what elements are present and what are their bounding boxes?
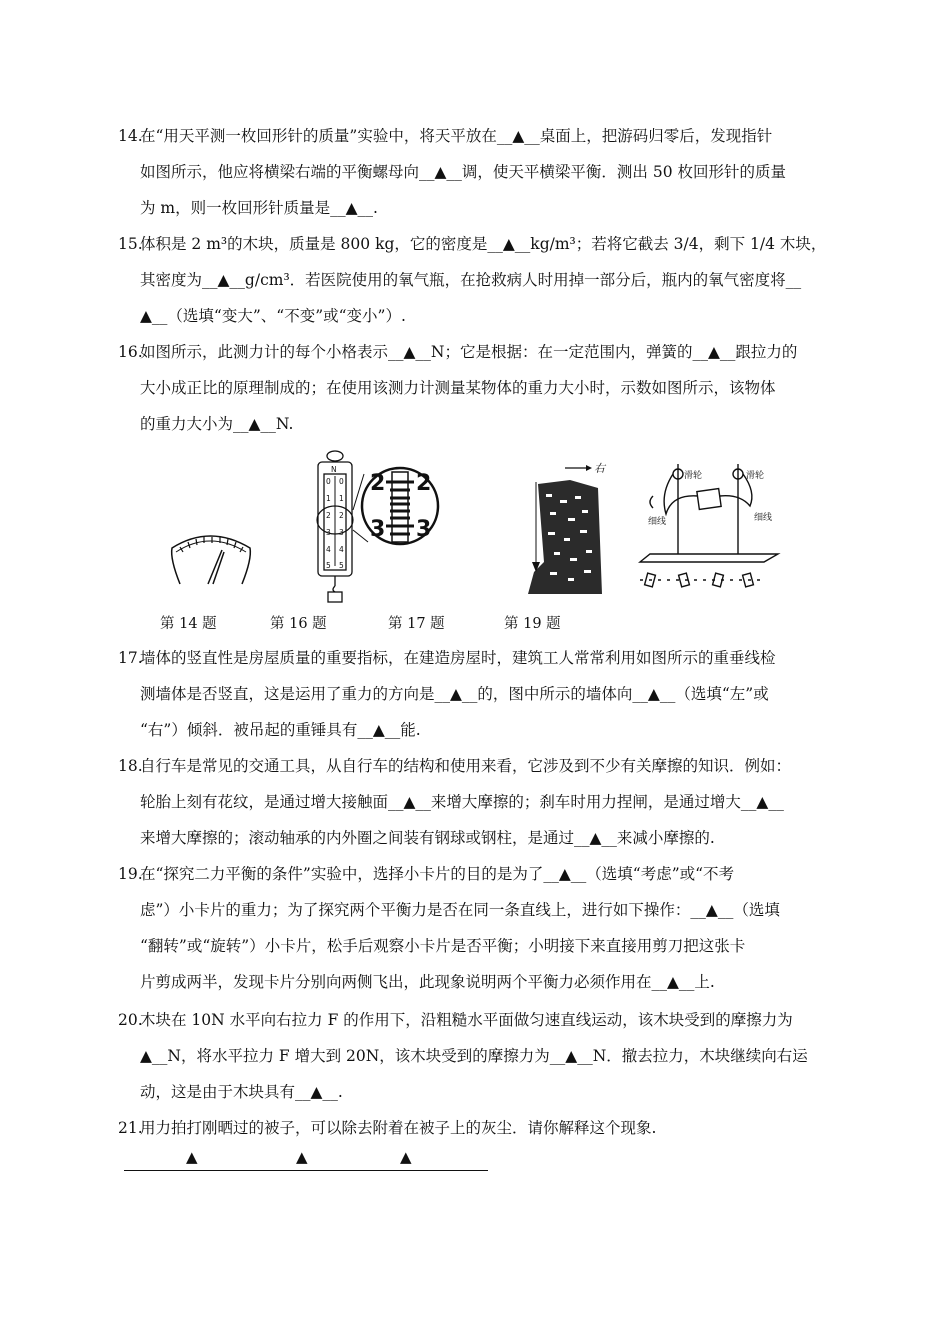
scale-unit-label: N: [331, 465, 337, 474]
scale-tick: 3: [339, 528, 344, 537]
direction-label: 右: [594, 462, 605, 475]
scale-tick: 0: [326, 477, 331, 486]
question-text: 如图所示，此测力计的每个小格表示__▲__N；它是根据：在一定范围内，弹簧的__▲__跟拉力的: [140, 343, 798, 361]
question-number: 21.: [118, 1119, 143, 1137]
question-text: 木块在 10N 水平向右拉力 F 的作用下，沿粗糙水平面做匀速直线运动，该木块受到的摩擦力为: [140, 1011, 793, 1029]
question-text: “翻转”或“旋转”）小卡片，松手后观察小卡片是否平衡；小明接下来直接用剪刀把这张卡: [140, 937, 746, 955]
balance-dial-figure: [172, 536, 251, 584]
question-20: [118, 1002, 838, 1110]
pulley-labels: [648, 469, 772, 527]
question-number: 19.: [118, 865, 143, 883]
question-number: 16.: [118, 343, 143, 361]
scale-tick: 4: [326, 545, 331, 554]
answer-mark: ▲: [296, 1148, 308, 1166]
zoom-digit: 3: [370, 517, 386, 542]
caption-fig-17: 第 17 题: [388, 616, 445, 632]
question-text: 在“探究二力平衡的条件”实验中，选择小卡片的目的是为了__▲__（选填“考虑”或“不考: [140, 865, 735, 883]
scale-tick: 1: [339, 494, 344, 503]
string-label-left: 细线: [648, 517, 667, 527]
pulley-label-left: 滑轮: [684, 471, 703, 481]
zoom-digit: 2: [416, 471, 432, 496]
zoom-digit: 3: [416, 517, 432, 542]
question-16: [118, 334, 838, 442]
zoom-digit: 2: [370, 471, 386, 496]
question-text: 自行车是常见的交通工具，从自行车的结构和使用来看，它涉及到不少有关摩擦的知识．例如：: [140, 757, 792, 775]
question-text: 测墙体是否竖直，这是运用了重力的方向是__▲__的，图中所示的墙体向__▲__（选填“左”或: [140, 685, 769, 703]
question-text: 其密度为__▲__g/cm³．若医院使用的氧气瓶，在抢救病人时用掉一部分后，瓶内的氧气密度将__: [140, 271, 802, 289]
question-text: 轮胎上刻有花纹，是通过增大接触面__▲__来增大摩擦的；刹车时用力捏闸，是通过增大__▲__: [140, 793, 784, 811]
question-text: 片剪成两半，发现卡片分别向两侧飞出，此现象说明两个平衡力必须作用在__▲__上.: [140, 973, 715, 991]
scale-tick: 4: [339, 545, 344, 554]
caption-fig-19: 第 19 题: [504, 616, 561, 632]
scale-tick: 0: [339, 477, 344, 486]
question-15: [118, 226, 838, 334]
question-number: 18.: [118, 757, 143, 775]
question-19: [118, 856, 838, 1000]
question-text: ▲__（选填“变大”、“不变”或“变小”）.: [140, 307, 406, 325]
question-number: 17.: [118, 649, 143, 667]
spring-scale-zoom: [353, 468, 438, 544]
question-number: 15.: [118, 235, 143, 253]
answer-blank-line[interactable]: [124, 1146, 488, 1171]
question-text: 大小成正比的原理制成的；在使用该测力计测量某物体的重力大小时，示数如图所示，该物体: [140, 379, 776, 397]
scale-tick: 2: [326, 511, 331, 520]
answer-mark: ▲: [186, 1148, 198, 1166]
question-number: 14.: [118, 127, 143, 145]
scale-tick: 5: [326, 561, 331, 570]
question-text: 在“用天平测一枚回形针的质量”实验中，将天平放在__▲__桌面上，把游码归零后，发现指针: [140, 127, 773, 145]
scale-tick: 3: [326, 528, 331, 537]
question-14: [118, 118, 838, 226]
question-text: 动，这是由于木块具有__▲__.: [140, 1083, 343, 1101]
pulley-label-right: 滑轮: [746, 471, 765, 481]
question-text: 来增大摩擦的；滚动轴承的内外圈之间装有钢球或钢柱，是通过__▲__来减小摩擦的.: [140, 829, 715, 847]
string-label-right: 细线: [754, 513, 773, 523]
caption-fig-16: 第 16 题: [270, 616, 327, 632]
question-text: 为 m，则一枚回形针质量是__▲__.: [140, 199, 378, 217]
question-text: 墙体的竖直性是房屋质量的重要指标，在建造房屋时，建筑工人常常利用如图所示的重垂线检: [140, 649, 776, 667]
question-text: 的重力大小为__▲__N.: [140, 415, 294, 433]
question-21: [118, 1110, 838, 1146]
answer-mark: ▲: [400, 1148, 412, 1166]
scale-tick: 1: [326, 494, 331, 503]
question-18: [118, 748, 838, 856]
caption-fig-14: 第 14 题: [160, 616, 217, 632]
question-text: 体积是 2 m³的木块，质量是 800 kg，它的密度是__▲__kg/m³；若将它截去 3/4，剩下 1/4 木块，: [140, 235, 827, 253]
scale-tick: 5: [339, 561, 344, 570]
question-17: [118, 640, 838, 748]
scale-tick: 2: [339, 511, 344, 520]
question-text: 虑”）小卡片的重力；为了探究两个平衡力是否在同一条直线上，进行如下操作：__▲__（选填: [140, 901, 780, 919]
question-text: ▲__N，将水平拉力 F 增大到 20N，该木块受到的摩擦力为__▲__N．撤去拉力，木块继续向右运: [140, 1047, 808, 1065]
wall-plumb-figure: [528, 462, 607, 594]
figures-row: [150, 444, 800, 604]
question-text: 用力拍打刚晒过的被子，可以除去附着在被子上的灰尘．请你解释这个现象.: [140, 1119, 657, 1137]
question-number: 20.: [118, 1011, 143, 1029]
question-text: “右”）倾斜．被吊起的重锤具有__▲__能.: [140, 721, 421, 739]
question-text: 如图所示，他应将横梁右端的平衡螺母向__▲__调，使天平横梁平衡．测出 50 枚回形针的质量: [140, 163, 787, 181]
